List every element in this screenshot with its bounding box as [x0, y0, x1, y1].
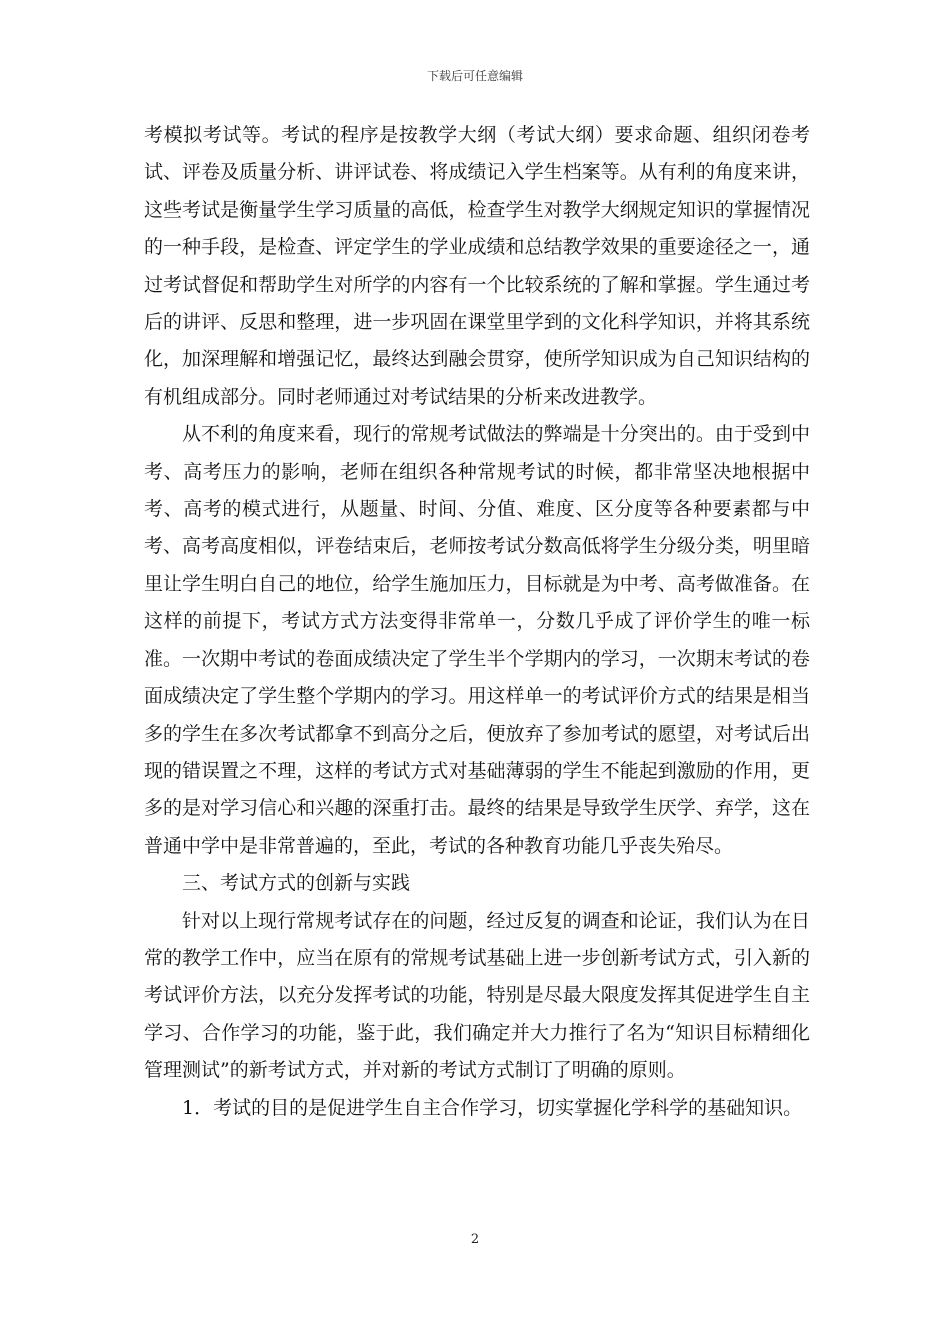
body-text: [144, 117, 810, 1127]
page-number: 2: [470, 1232, 480, 1247]
paragraph-disadvantages: 从不利的角度来看，现行的常规考试做法的弊端是十分突出的。由于受到中考、高考压力的影响，老师在组织各种常规考试的时候，都非常坚决地根据中考、高考的模式进行，从题量、时间、分值、难度、区分度等各种要素都与中考、高考高度相似，评卷结束后，老师按考试分数高低将学生分级分类，明里暗里让学生明白自己的地位，给学生施加压力，目标就是为中考、高考做准备。在这样的前提下，考试方式方法变得非常单一，分数几乎成了评价学生的唯一标准。一次期中考试的卷面成绩决定了学生半个学期内的学习，一次期末考试的卷面成绩决定了学生整个学期内的学习。用这样单一的考试评价方式的结果是相当多的学生在多次考试都拿不到高分之后，便放弃了参加考试的愿望，对考试后出现的错误置之不理，这样的考试方式对基础薄弱的学生不能起到激励的作用，更多的是对学习信心和兴趣的深重打击。最终的结果是导致学生厌学、弃学，这在普通中学中是非常普遍的，至此，考试的各种教育功能几乎丧失殆尽。: [144, 423, 810, 857]
paragraph-continuation: 考模拟考试等。考试的程序是按教学大纲（考试大纲）要求命题、组织闭卷考试、评卷及质量分析、讲评试卷、将成绩记入学生档案等。从有利的角度来讲，这些考试是衡量学生学习质量的高低，检查学生对教学大纲规定知识的掌握情况的一种手段，是检查、评定学生的学业成绩和总结教学效果的重要途径之一，通过考试督促和帮助学生对所学的内容有一个比较系统的了解和掌握。学生通过考后的讲评、反思和整理，进一步巩固在课堂里学到的文化科学知识，并将其系统化，加深理解和增强记忆，最终达到融会贯穿，使所学知识成为自己知识结构的有机组成部分。同时老师通过对考试结果的分析来改进教学。: [144, 124, 810, 408]
paragraph-innovation: 针对以上现行常规考试存在的问题，经过反复的调查和论证，我们认为在日常的教学工作中，应当在原有的常规考试基础上进一步创新考试方式，引入新的考试评价方法，以充分发挥考试的功能，特别是尽最大限度发挥其促进学生自主学习、合作学习的功能，鉴于此，我们确定并大力推行了名为“知识目标精细化管理测试”的新考试方式，并对新的考试方式制订了明确的原则。: [144, 909, 810, 1082]
page-header: 下载后可任意编辑: [426, 69, 523, 83]
section-heading: 三、考试方式的创新与实践: [182, 872, 411, 895]
list-item-principle-1: 1．考试的目的是促进学生自主合作学习，切实掌握化学科学的基础知识。: [182, 1096, 803, 1119]
